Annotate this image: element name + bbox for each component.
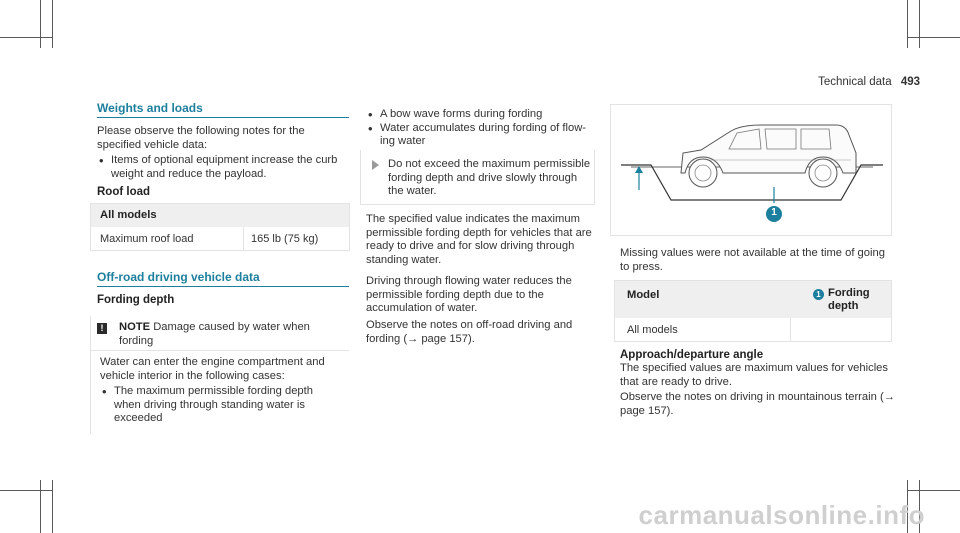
crop-mark	[0, 37, 52, 38]
crop-mark	[0, 490, 52, 491]
paragraph: Driving through flowing water reduces the permissible fording depth due to the accumulation of water.	[366, 275, 572, 314]
fording-figure	[610, 104, 892, 236]
instruction-box	[360, 150, 595, 205]
note-separator	[91, 350, 349, 351]
approach-heading: Approach/departure angle	[620, 349, 764, 361]
paragraph: Observe the notes on off-road driving and fording (→ page 157).	[366, 319, 573, 345]
vehicle-fording-illustration	[611, 105, 891, 235]
crop-mark	[52, 0, 53, 48]
arrow-icon	[372, 160, 379, 170]
crop-mark	[907, 490, 960, 491]
callout-badge: 1	[813, 289, 824, 300]
list-item: • Items of optional equipment increase the curb weight and reduce the payload.	[97, 154, 347, 181]
table-cell: All models	[627, 324, 678, 336]
crop-mark	[907, 37, 960, 38]
weights-bullets	[97, 154, 347, 181]
watermark: carmanualsonline.info	[638, 500, 925, 530]
list-item: • The maximum permissible fording depth when driving through standing water is exceeded	[100, 385, 340, 426]
crop-mark	[907, 0, 908, 48]
table-divider	[243, 227, 244, 250]
table-header-fording: Fording depth	[828, 287, 870, 312]
fording-table	[614, 280, 892, 342]
heading-rule	[97, 117, 349, 118]
weights-heading: Weights and loads	[97, 101, 203, 115]
instruction-item	[372, 158, 593, 199]
note-box	[90, 316, 349, 434]
note-title: NOTE	[119, 321, 151, 333]
heading-rule	[97, 286, 349, 287]
approach-text: The specified values are maximum values for vehicles that are ready to drive.	[620, 362, 888, 388]
fording-bullets	[366, 108, 594, 149]
page-header	[780, 76, 920, 88]
note-bullets	[100, 385, 340, 426]
instruction-text: Do not exceed the maximum permissible fording depth and drive slowly through the water.	[388, 158, 591, 197]
crop-mark	[40, 0, 41, 48]
table-divider	[790, 318, 791, 341]
paragraph: The specified value indicates the maximum permissible fording depth for vehicles that are ready to drive and for slow driving through standing water.	[366, 213, 592, 266]
missing-values-note: Missing values were not available at the time of going to press.	[620, 247, 885, 273]
crop-mark	[52, 480, 53, 533]
fording-heading: Fording depth	[97, 294, 175, 306]
note-body: Water can enter the engine compartment and vehicle interior in the following cases:	[100, 356, 325, 382]
crop-mark	[40, 480, 41, 533]
approach-text-2: Observe the notes on driving in mountainous terrain (→ page 157).	[620, 391, 895, 417]
table-header-text: All models	[100, 209, 157, 221]
note-title-line	[119, 321, 344, 348]
offroad-heading: Off-road driving vehicle data	[97, 270, 260, 284]
crop-mark	[919, 0, 920, 48]
note-title-text: Damage caused by water when fording	[119, 321, 310, 347]
roof-heading: Roof load	[97, 186, 151, 198]
table-cell: Maximum roof load	[100, 233, 194, 245]
table-header-model: Model	[627, 289, 660, 301]
section-title: Technical data	[818, 76, 892, 88]
page-number: 493	[900, 76, 920, 88]
list-item: • A bow wave forms during fording	[366, 108, 594, 122]
figure-callout-number: 1	[771, 207, 777, 218]
weights-intro: Please observe the following notes for the specified vehicle data:	[97, 125, 305, 151]
warning-icon: !	[97, 323, 107, 334]
table-cell: 165 lb (75 kg)	[251, 233, 319, 245]
roof-load-table	[90, 203, 350, 251]
list-item: • Water accumulates during fording of flow-ing water	[366, 122, 594, 149]
